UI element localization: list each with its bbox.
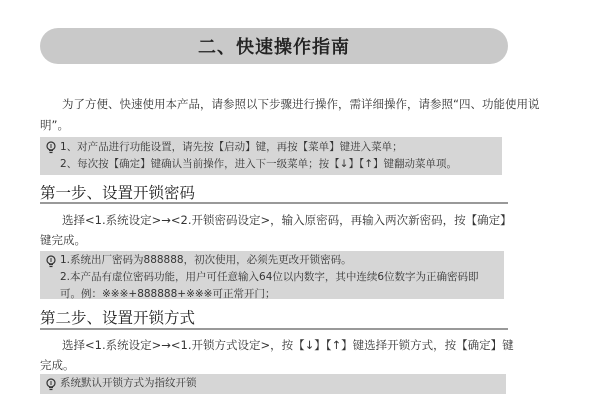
- step-instruction: 选择<1.系统设定>→<1.开锁方式设定>，按【↓】【↑】键选择开锁方式，按【确定】键完成。: [40, 338, 514, 372]
- note-box-menu-operation: [40, 137, 502, 175]
- page-title: 二、快速操作指南: [198, 37, 350, 58]
- note-line: 2、每次按【确定】键确认当前操作，进入下一级菜单；按【↓】【↑】键翻动菜单项。: [60, 158, 458, 170]
- step-instruction: 选择<1.系统设定>→<2.开锁密码设定>，输入原密码，再输入两次新密码，按【确定】键完成。: [40, 213, 512, 247]
- intro-paragraph: 为了方便、快速使用本产品，请参照以下步骤进行操作，需详细操作，请参照“四、功能使用说明”。: [40, 97, 540, 132]
- note-line: 系统默认开锁方式为指纹开锁: [60, 377, 197, 389]
- note-line: 2.本产品有虚位密码功能，用户可任意输入64位以内数字，其中连续6位数字为正确密码即可。例：※※※+888888+※※※可正常开门；: [60, 271, 479, 300]
- section-title-bar: [40, 28, 508, 64]
- step-heading: 第一步、设置开锁密码: [40, 184, 196, 202]
- heading-divider: [40, 202, 508, 204]
- note-line: 1.系统出厂密码为888888，初次使用，必须先更改开锁密码。: [60, 254, 352, 266]
- note-box-password: [40, 251, 504, 299]
- note-box-default-unlock: [40, 374, 506, 394]
- heading-divider: [40, 328, 508, 330]
- step-heading: 第二步、设置开锁方式: [40, 309, 196, 327]
- note-line: 1、对产品进行功能设置，请先按【启动】键，再按【菜单】键进入菜单；: [60, 141, 403, 153]
